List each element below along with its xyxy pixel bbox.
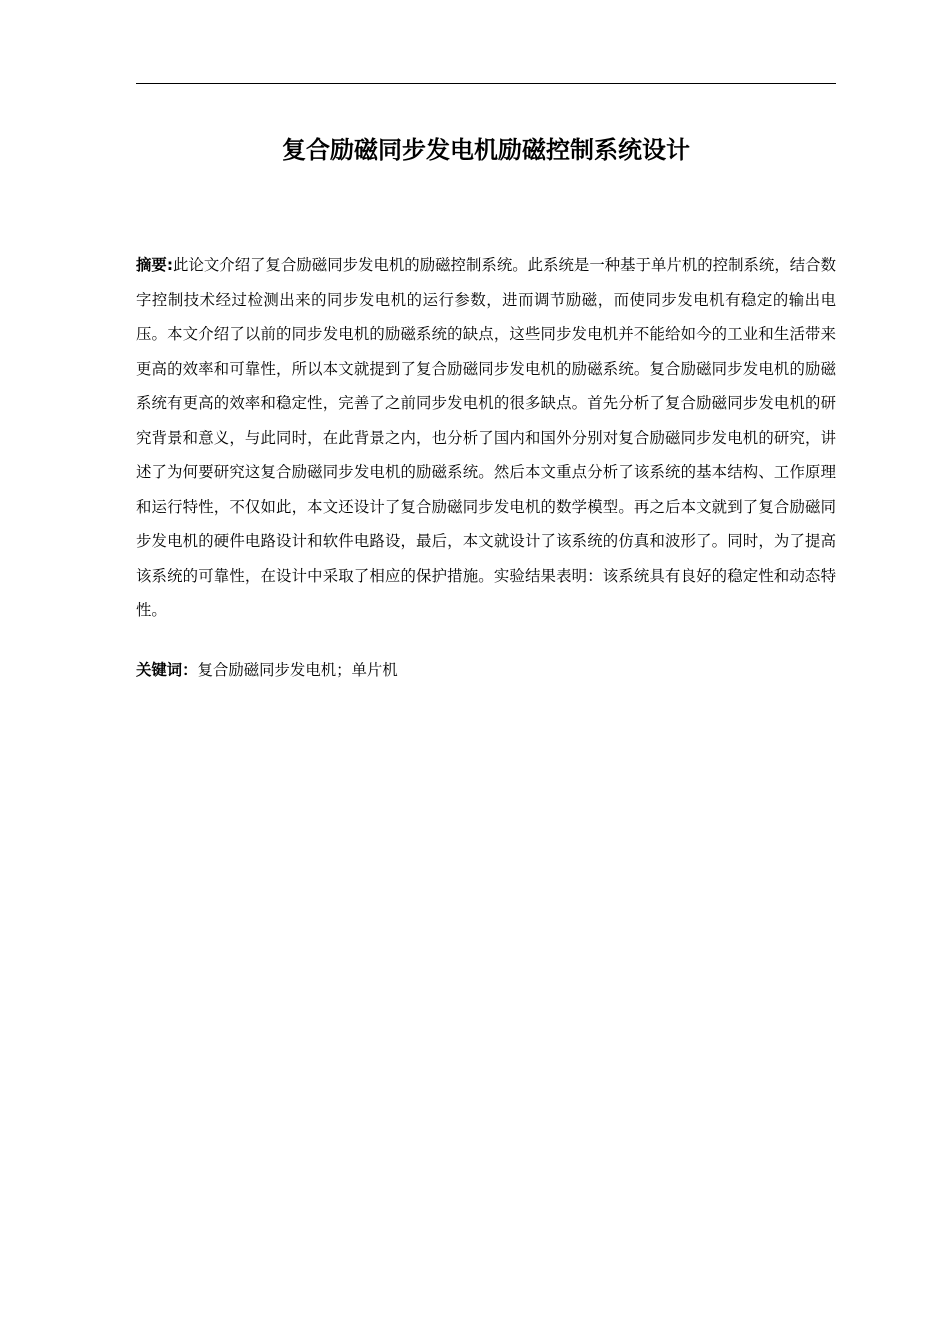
keywords-line (136, 653, 836, 687)
document-title: 复合励磁同步发电机励磁控制系统设计 (282, 136, 690, 164)
header-rule (136, 83, 836, 84)
abstract-text: 此论文介绍了复合励磁同步发电机的励磁控制系统。此系统是一种基于单片机的控制系统，结合数字控制技术经过检测出来的同步发电机的运行参数，进而调节励磁，而使同步发电机有稳定的输出电压。本文介绍了以前的同步发电机的励磁系统的缺点，这些同步发电机并不能给如今的工业和生活带来更高的效率和可靠性，所以本文就提到了复合励磁同步发电机的励磁系统。复合励磁同步发电机的励磁系统有更高的效率和稳定性，完善了之前同步发电机的很多缺点。首先分析了复合励磁同步发电机的研究背景和意义，与此同时，在此背景之内，也分析了国内和国外分别对复合励磁同步发电机的研究，讲述了为何要研究这复合励磁同步发电机的励磁系统。然后本文重点分析了该系统的基本结构、工作原理和运行特性，不仅如此，本文还设计了复合励磁同步发电机的数学模型。再之后本文就到了复合励磁同步发电机的硬件电路设计和软件电路设，最后，本文就设计了该系统的仿真和波形了。同时，为了提高该系统的可靠性，在设计中采取了相应的保护措施。实验结果表明：该系统具有良好的稳定性和动态特性。 (136, 256, 836, 619)
abstract-label: 摘要: (136, 256, 173, 274)
keywords-text: 复合励磁同步发电机；单片机 (197, 661, 398, 679)
keywords-label: 关键词： (136, 661, 198, 679)
abstract-paragraph (136, 248, 836, 628)
